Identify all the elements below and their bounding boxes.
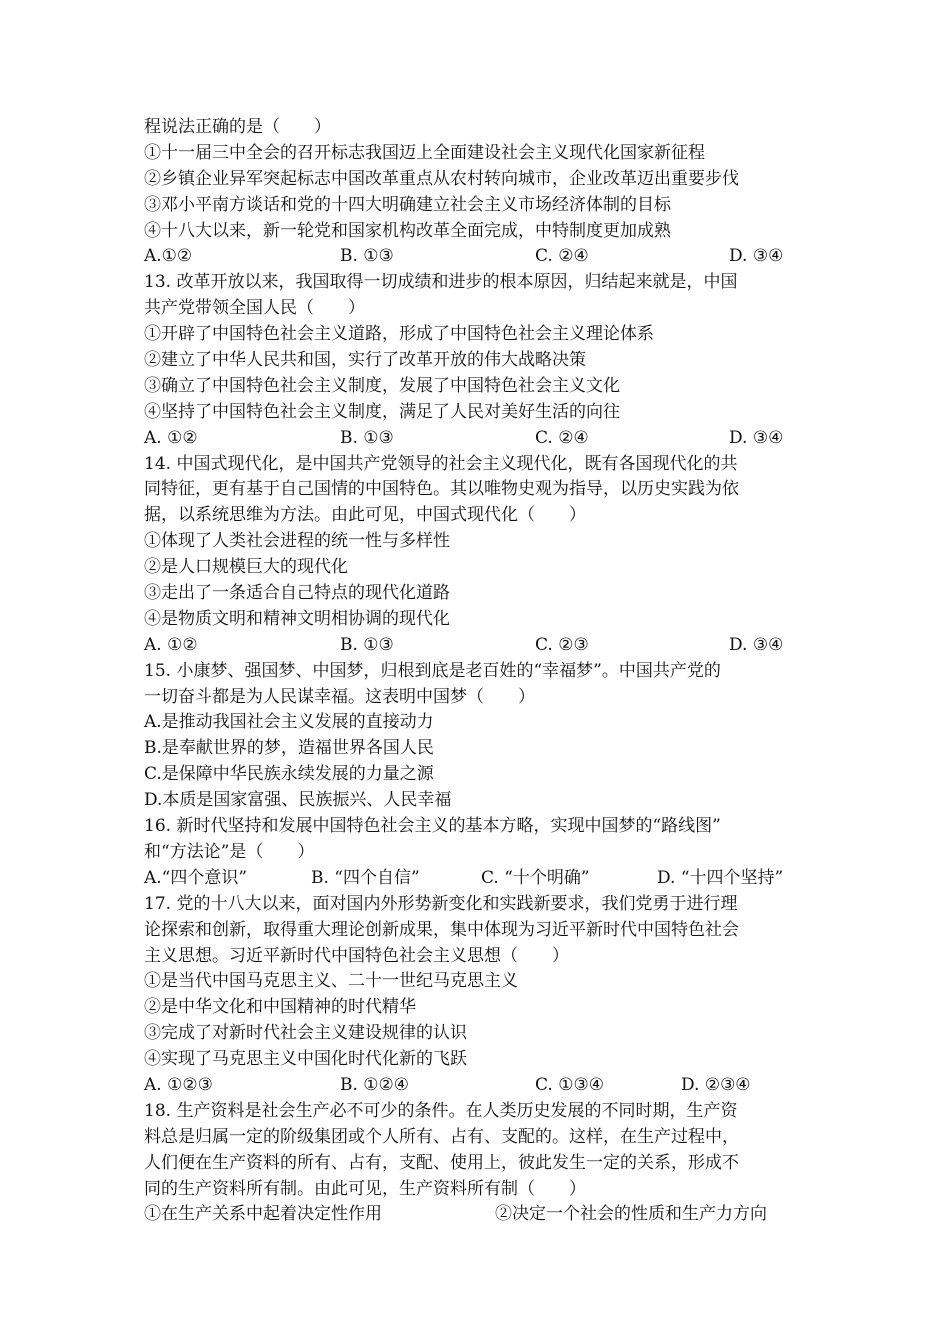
question-stem-line: 14. 中国式现代化，是中国共产党领导的社会主义现代化，既有各国现代化的共 [144,453,738,474]
option-c: C. “十个明确” [481,867,590,888]
option-d: D. “十四个坚持” [657,867,784,888]
answer-options [144,633,824,659]
option-c: C.是保障中华民族永续发展的力量之源 [144,764,434,785]
option-b: B. ①②④ [340,1074,410,1095]
option-b: B.是奉献世界的梦，造福世界各国人民 [144,738,434,759]
option-a: A. ①② [144,634,198,655]
page-content [144,115,824,1228]
question-fragment-line: 程说法正确的是（ ） [144,117,331,137]
option-d: D. ③④ [729,246,784,267]
statement-item: ④坚持了中国特色社会主义制度，满足了人民对美好生活的向往 [144,401,620,422]
question-stem-line: 和“方法论”是（ ） [144,841,315,862]
question-stem-line: 同的生产资料所有制。由此可见，生产资料所有制（ ） [144,1178,586,1199]
option-d: D. ③④ [729,427,784,448]
option-a: A.①② [144,246,193,267]
statement-item: ③确立了中国特色社会主义制度，发展了中国特色社会主义文化 [144,375,620,396]
question-stem-line: 人们便在生产资料的所有、占有，支配、使用上，彼此发生一定的关系，形成不 [144,1152,739,1173]
option-c: C. ②③ [535,634,589,655]
answer-options [144,244,824,270]
option-b: B. “四个自信” [311,867,420,888]
question-stem-line: 15. 小康梦、强国梦、中国梦，归根到底是老百姓的“幸福梦”。中国共产党的 [144,660,721,681]
statement-item: ①开辟了中国特色社会主义道路，形成了中国特色社会主义理论体系 [144,324,654,345]
statement-item: ④十八大以来，新一轮党和国家机构改革全面完成，中特制度更加成熟 [144,220,671,241]
statement-item: ④实现了马克思主义中国化时代化新的飞跃 [144,1049,467,1070]
question-stem-line: 16. 新时代坚持和发展中国特色社会主义的基本方略，实现中国梦的“路线图” [144,816,721,837]
option-a: A. ①② [144,427,198,448]
option-d: D.本质是国家富强、民族振兴、人民幸福 [144,790,452,811]
question-stem-line: 料总是归属一定的阶级集团或个人所有、占有、支配的。这样，在生产过程中， [144,1126,739,1147]
statement-item: ②是中华文化和中国精神的时代精华 [144,997,416,1018]
question-stem-line: 13. 改革开放以来，我国取得一切成绩和进步的根本原因，归结起来就是，中国 [144,272,738,293]
question-stem-line: 主义思想。习近平新时代中国特色社会主义思想（ ） [144,945,569,966]
question-stem-line: 17. 党的十八大以来，面对国内外形势新变化和实践新要求，我们党勇于进行理 [144,893,738,914]
statement-item: ③完成了对新时代社会主义建设规律的认识 [144,1023,467,1044]
statement-item: ①十一届三中全会的召开标志我国迈上全面建设社会主义现代化国家新征程 [144,142,705,163]
statement-item: ②建立了中华人民共和国，实行了改革开放的伟大战略决策 [144,350,586,371]
option-c: C. ①③④ [535,1074,604,1095]
answer-options [144,866,824,892]
option-b: B. ①③ [340,427,394,448]
statement-item: ②决定一个社会的性质和生产力方向 [495,1204,767,1225]
option-d: D. ②③④ [681,1074,751,1095]
answer-options [144,426,824,452]
option-b: B. ①③ [340,634,394,655]
question-stem-line: 据，以系统思维为方法。由此可见，中国式现代化（ ） [144,505,586,526]
statement-item: ②乡镇企业异军突起标志中国改革重点从农村转向城市，企业改革迈出重要步伐 [144,168,739,189]
statement-item: ①体现了人类社会进程的统一性与多样性 [144,531,450,552]
statement-item: ③邓小平南方谈话和党的十四大明确建立社会主义市场经济体制的目标 [144,194,671,215]
answer-options [144,1073,824,1099]
question-stem-line: 论探索和创新，取得重大理论创新成果，集中体现为习近平新时代中国特色社会 [144,919,739,940]
option-a: A. ①②③ [144,1074,213,1095]
question-stem-line: 同特征，更有基于自己国情的中国特色。其以唯物史观为指导，以历史实践为依 [144,479,739,500]
question-stem-line: 一切奋斗都是为人民谋幸福。这表明中国梦（ ） [144,686,535,707]
statement-item: ②是人口规模巨大的现代化 [144,557,348,578]
option-b: B. ①③ [340,246,394,267]
option-d: D. ③④ [729,634,784,655]
statement-item: ③走出了一条适合自己特点的现代化道路 [144,583,450,604]
statement-item: ④是物质文明和精神文明相协调的现代化 [144,608,450,629]
option-c: C. ②④ [535,427,589,448]
statement-item: ①是当代中国马克思主义、二十一世纪马克思主义 [144,971,518,992]
option-c: C. ②④ [535,246,589,267]
statement-item: ①在生产关系中起着决定性作用 [144,1204,382,1225]
question-stem-line: 共产党带领全国人民（ ） [144,298,365,319]
statement-pair [144,1202,824,1228]
option-a: A.“四个意识” [144,867,248,888]
option-a: A.是推动我国社会主义发展的直接动力 [144,712,434,733]
question-stem-line: 18. 生产资料是社会生产必不可少的条件。在人类历史发展的不同时期，生产资 [144,1100,738,1121]
